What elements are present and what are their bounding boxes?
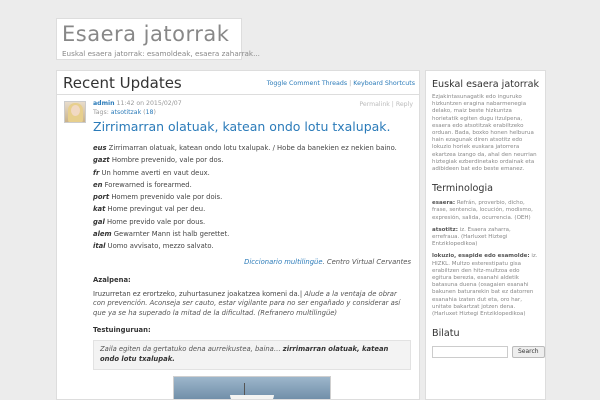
azalpena-main: Iruzurretan ez erortzeko, zuhurtasunez joakatzea komeni da.| [93,289,305,298]
terminology-title: Terminologia [432,183,494,195]
search-title: Bilatu [432,328,460,340]
lang-label: gal [93,217,105,226]
term-text: iz. HIZKL. Multzo esterestipatu gisa erabiltzen den hitz-multzoa edo egitura berezia, esanahi aldetik batasuna duena (osagaien esanahi bakunen baturarekin bat ez datorren esanahia izaten dut eta, oro har, unitate bakartzat jotzen dena. (Harluxet Hiztegi Entziklopedikoa) [432,253,538,318]
search-input[interactable] [432,346,508,358]
lang-label: ital [93,242,106,251]
lang-label: fr [93,168,100,177]
source-citation [93,256,411,268]
translation-text: Homem prevenido vale por dois. [111,193,223,202]
tag-paren-open: ( [143,109,146,116]
term-entry [432,253,539,318]
translation-row [93,203,411,215]
main-content [56,70,420,400]
post-meta [93,99,182,117]
lang-label: eus [93,144,107,152]
lang-label: gazt [93,156,110,165]
translation-row [93,167,411,179]
post-image [173,376,331,400]
source-rest: . Centro Virtual Cervantes [322,257,411,266]
post-body [93,142,411,400]
avatar[interactable] [64,101,86,123]
tag-link[interactable]: atsotitzak [110,109,142,116]
post [57,95,419,364]
search-form [432,346,539,358]
lang-label: port [93,193,110,202]
translation-row [93,179,411,191]
term-label: esaera: [432,200,456,207]
page-title: Recent Updates [63,74,182,92]
source-link[interactable]: Diccionario multilingüe [244,257,323,266]
toggle-comment-threads-link[interactable]: Toggle Comment Threads [266,80,348,87]
header-links [267,80,415,87]
header-separator: | [349,80,352,87]
term-entry [432,200,539,222]
translation-text: Gewarnter Mann ist halb gerettet. [113,230,230,239]
about-text: Ezjakintasunagatik edo inguruko hizkuntzen eragina nabarmenegia delako, maiz beste hizkuntza horietatik egiten dugu itzulpena, esaera edo atsotitzak erabiltzeko orduan. Bada, boxko honen helburua hain ezagunak diren atsotitz edo lokuzio horiek euskara jatorrera ekartzea izango da, ahal den neurrian hiztegiak ezberdinetako ordainak eta adibideen bat edo beste emanez. [432,94,537,173]
reply-link[interactable]: Reply [395,101,413,108]
context-quote [93,340,411,369]
site-description: Euskal esaera jatorrak: esamoldeak, esaera zaharrak... [62,49,260,58]
quote-text: Zaila egiten da gertatuko dena aurreikustea, baina… [100,345,283,354]
post-actions [359,99,413,111]
translation-text: Un homme averti en vaut deux. [101,168,210,177]
lang-label: alem [93,230,112,239]
comment-count-link[interactable]: 18 [145,109,154,116]
translation-row [93,216,411,228]
azalpena-label: Azalpena: [93,275,131,284]
keyboard-shortcuts-link[interactable]: Keyboard Shortcuts [353,80,415,87]
translation-text: Hombre prevenido, vale por dos. [111,156,224,165]
search-widget [426,328,545,358]
permalink-link[interactable]: Permalink [359,101,390,108]
translation-row [93,240,411,252]
term-entry [432,227,539,249]
term-text: Refrán, proverbio, dicho, frase, sentencia, locución, modismo, expresión, salida, ocurrencia. (OEH) [432,200,533,221]
author-link[interactable]: admin [93,100,115,107]
sidebar [425,70,546,400]
terminology-widget [426,183,545,318]
lang-label: kat [93,205,106,214]
translation-text: Home prevido vale por dous. [106,217,206,226]
post-title[interactable]: Zirrimarran olatuak, katean ondo lotu txalupak. [93,119,391,134]
translation-row [93,228,411,240]
search-button[interactable]: Search [512,346,545,358]
site-title[interactable]: Esaera jatorrak [62,22,230,46]
translation-text: Zirrimarran olatuak, katean ondo lotu txalupak. / Hobe da banekien ez nekien baino. [108,144,397,152]
term-text: iz. Esaera zaharra, errefraua. (Harluxet Hiztegi Entziklopedikoa) [432,226,511,248]
site-header [56,18,260,60]
translation-text: Forewarned is forearmed. [104,180,192,189]
about-widget [426,79,545,173]
term-label: lokuzio, esapide edo esamolde: [432,253,530,260]
testuinguruan-label: Testuinguruan: [93,326,151,335]
about-title: Euskal esaera jatorrak [432,79,540,90]
quote-bold: zirrimarran olatuak, katean ondo lotu txalupak. [100,345,389,364]
translation-row [93,191,411,203]
translation-text: Uomo avvisato, mezzo salvato. [107,242,214,251]
boat-icon [230,395,274,400]
azalpena-italic: Alude a la ventaja de obrar con prevención. Aconseja ser cauto, estar vigilante para no ser engañado y considerar así que ya se ha superado la mitad de la dificultad. (Refranero multilingüe) [93,289,401,317]
tags-label: Tags: [93,109,109,116]
translation-text: Home previngut val per deu. [107,205,206,214]
azalpena-text [93,290,411,319]
translation-row [93,142,411,154]
tag-paren-close: ) [153,109,156,116]
main-header [57,71,419,95]
post-time[interactable]: 11:42 on 2015/02/07 [116,100,182,107]
boat-mast [244,383,245,395]
term-label: atsotitz: [432,226,458,233]
lang-label: en [93,180,103,189]
translation-row [93,154,411,166]
actions-separator: | [391,101,394,108]
